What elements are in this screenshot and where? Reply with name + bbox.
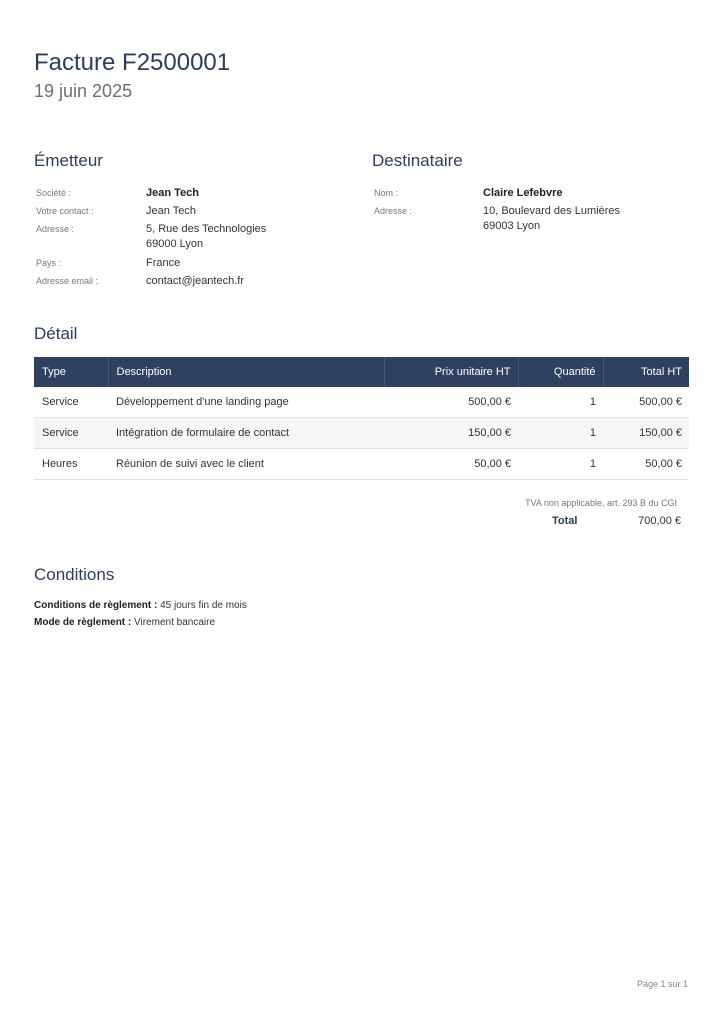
issuer-company-label: Société : [36,188,72,198]
cell-description: Intégration de formulaire de contact [108,418,384,449]
issuer-country-label: Pays : [36,258,62,268]
table-row [34,387,689,418]
payment-method-label: Mode de règlement : [34,617,132,628]
issuer-address-line2: 69000 Lyon [146,238,204,250]
issuer-contact-label: Votre contact : [36,206,94,216]
recipient-address [483,204,620,234]
cell-unit-price: 150,00 € [384,418,518,449]
table-header-row [34,357,689,387]
recipient-name: Claire Lefebvre [483,187,563,199]
issuer-email: contact@jeantech.fr [146,275,244,287]
recipient-heading: Destinataire [372,151,463,170]
cell-quantity: 1 [518,387,603,418]
column-header-unit-price: Prix unitaire HT [384,357,518,387]
cell-description: Développement d'une landing page [108,387,384,418]
issuer-heading: Émetteur [34,151,103,170]
conditions-heading: Conditions [34,565,115,584]
column-header-description: Description [108,357,384,387]
payment-terms-value: 45 jours fin de mois [160,600,247,611]
cell-total: 500,00 € [603,387,689,418]
recipient-address-label: Adresse : [374,206,413,216]
cell-total: 50,00 € [603,449,689,480]
cell-description: Réunion de suivi avec le client [108,449,384,480]
detail-heading: Détail [34,324,78,343]
column-header-type: Type [34,357,108,387]
recipient-address-line2: 69003 Lyon [483,220,541,232]
issuer-country: France [146,257,181,269]
cell-unit-price: 500,00 € [384,387,518,418]
payment-terms-line [34,598,247,614]
vat-note: TVA non applicable, art. 293 B du CGI [525,498,677,508]
column-header-quantity: Quantité [518,357,603,387]
invoice-title: Facture F2500001 [34,49,231,76]
payment-method-value: Virement bancaire [134,617,216,628]
issuer-address-line1: 5, Rue des Technologies [146,223,267,235]
cell-quantity: 1 [518,418,603,449]
payment-terms-label: Conditions de règlement : [34,600,158,611]
cell-total: 150,00 € [603,418,689,449]
table-row [34,449,689,480]
cell-unit-price: 50,00 € [384,449,518,480]
page-number: Page 1 sur 1 [636,979,688,989]
table-row [34,418,689,449]
cell-type: Service [34,387,108,418]
issuer-company: Jean Tech [146,187,199,199]
recipient-name-label: Nom : [374,188,399,198]
total-value: 700,00 € [638,515,681,527]
cell-type: Heures [34,449,108,480]
issuer-address [146,222,266,252]
recipient-address-line1: 10, Boulevard des Lumières [483,205,620,217]
issuer-address-label: Adresse : [36,224,75,234]
invoice-date: 19 juin 2025 [34,81,133,101]
column-header-total: Total HT [603,357,689,387]
issuer-email-label: Adresse email : [36,276,99,286]
cell-quantity: 1 [518,449,603,480]
issuer-contact: Jean Tech [146,205,196,217]
payment-method-line [34,615,215,631]
cell-type: Service [34,418,108,449]
detail-table [34,357,689,480]
total-label: Total [552,515,578,527]
